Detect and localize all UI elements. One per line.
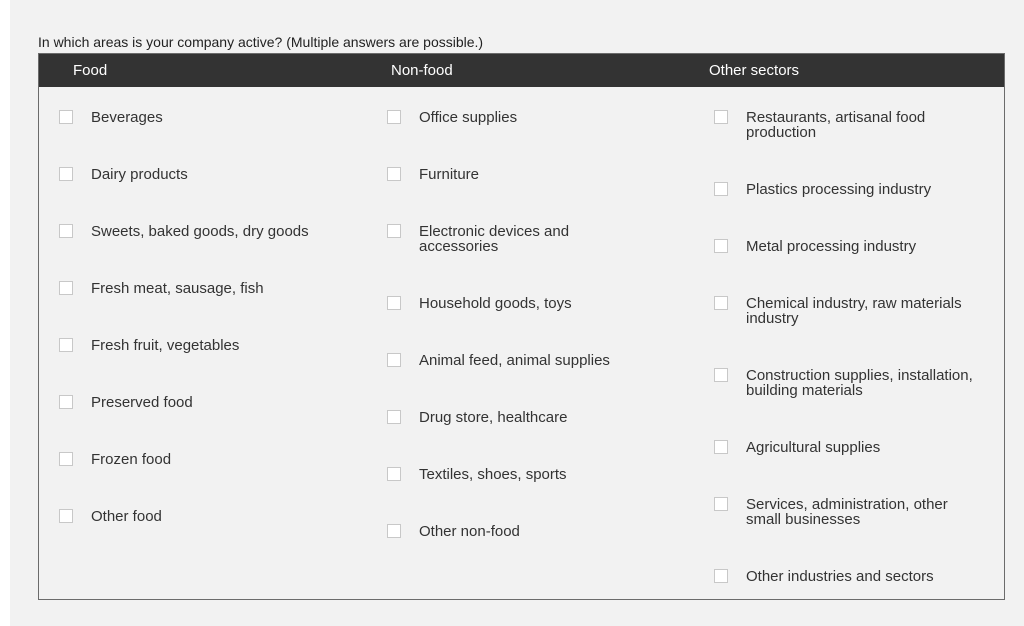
- checkbox[interactable]: [387, 524, 401, 538]
- checkbox[interactable]: [714, 239, 728, 253]
- option-other-food[interactable]: [59, 501, 359, 524]
- option-dairy-products[interactable]: [59, 159, 359, 182]
- option-preserved-food[interactable]: [59, 387, 359, 410]
- option-label: Office supplies: [419, 109, 518, 126]
- option-label: Other food: [91, 508, 162, 525]
- column-other-sectors: [714, 102, 984, 618]
- checkbox[interactable]: [387, 467, 401, 481]
- option-chemical-raw-materials[interactable]: [714, 288, 984, 326]
- survey-page: [10, 0, 1024, 626]
- checkbox[interactable]: [387, 110, 401, 124]
- checkbox[interactable]: [387, 167, 401, 181]
- option-drug-store-healthcare[interactable]: [387, 402, 687, 425]
- option-agricultural-supplies[interactable]: [714, 432, 984, 455]
- option-label: Electronic devices and accessories: [419, 223, 570, 255]
- option-textiles-shoes-sports[interactable]: [387, 459, 687, 482]
- checkbox[interactable]: [59, 509, 73, 523]
- checkbox[interactable]: [59, 167, 73, 181]
- option-label: Other non-food: [419, 523, 520, 540]
- checkbox[interactable]: [714, 110, 728, 124]
- option-label: Drug store, healthcare: [419, 409, 568, 426]
- option-fresh-meat-sausage-fish[interactable]: [59, 273, 359, 296]
- checkbox[interactable]: [714, 368, 728, 382]
- column-non-food: [387, 102, 687, 573]
- checkbox[interactable]: [714, 296, 728, 310]
- column-header-non-food: Non-food: [391, 62, 453, 79]
- option-beverages[interactable]: [59, 102, 359, 125]
- checkbox[interactable]: [714, 569, 728, 583]
- option-label: Metal processing industry: [746, 238, 917, 255]
- option-label: Fresh fruit, vegetables: [91, 337, 240, 354]
- option-office-supplies[interactable]: [387, 102, 687, 125]
- checkbox[interactable]: [59, 452, 73, 466]
- option-label: Agricultural supplies: [746, 439, 881, 456]
- option-sweets-baked-dry-goods[interactable]: [59, 216, 359, 239]
- checkbox[interactable]: [59, 110, 73, 124]
- option-label: Dairy products: [91, 166, 188, 183]
- option-label: Textiles, shoes, sports: [419, 466, 567, 483]
- option-label: Preserved food: [91, 394, 193, 411]
- option-frozen-food[interactable]: [59, 444, 359, 467]
- option-label: Animal feed, animal supplies: [419, 352, 610, 369]
- option-metal-processing[interactable]: [714, 231, 984, 254]
- option-label: Beverages: [91, 109, 163, 126]
- checkbox[interactable]: [59, 395, 73, 409]
- checkbox[interactable]: [387, 224, 401, 238]
- checkbox[interactable]: [714, 497, 728, 511]
- option-label: Household goods, toys: [419, 295, 572, 312]
- option-label: Frozen food: [91, 451, 172, 468]
- option-label: Fresh meat, sausage, fish: [91, 280, 264, 297]
- checkbox[interactable]: [387, 296, 401, 310]
- option-label: Services, administration, other small businesses: [746, 496, 948, 528]
- checkbox[interactable]: [59, 281, 73, 295]
- checkbox[interactable]: [714, 182, 728, 196]
- column-header-other-sectors: Other sectors: [709, 62, 800, 79]
- option-animal-feed-supplies[interactable]: [387, 345, 687, 368]
- checkbox[interactable]: [387, 353, 401, 367]
- option-other-industries-sectors[interactable]: [714, 561, 984, 584]
- checkbox[interactable]: [387, 410, 401, 424]
- panel-header: [39, 54, 1004, 87]
- option-label: Construction supplies, installation, building materials: [746, 367, 973, 399]
- option-restaurants-artisanal-food[interactable]: [714, 102, 954, 140]
- option-household-goods-toys[interactable]: [387, 288, 687, 311]
- option-construction-supplies[interactable]: [714, 360, 974, 398]
- option-electronic-devices[interactable]: [387, 216, 587, 254]
- option-label: Plastics processing industry: [746, 181, 932, 198]
- column-food: [59, 102, 359, 558]
- option-furniture[interactable]: [387, 159, 687, 182]
- areas-panel: [38, 53, 1005, 600]
- option-other-non-food[interactable]: [387, 516, 687, 539]
- option-label: Restaurants, artisanal food production: [746, 109, 926, 141]
- option-plastics-processing[interactable]: [714, 174, 984, 197]
- option-label: Chemical industry, raw materials industry: [746, 295, 962, 327]
- option-label: Sweets, baked goods, dry goods: [91, 223, 309, 240]
- option-fresh-fruit-vegetables[interactable]: [59, 330, 359, 353]
- question-text: In which areas is your company active? (Multiple answers are possible.): [38, 34, 484, 50]
- checkbox[interactable]: [59, 338, 73, 352]
- checkbox[interactable]: [714, 440, 728, 454]
- option-label: Furniture: [419, 166, 480, 183]
- option-label: Other industries and sectors: [746, 568, 934, 585]
- column-header-food: Food: [73, 62, 108, 79]
- checkbox[interactable]: [59, 224, 73, 238]
- option-services-administration[interactable]: [714, 489, 974, 527]
